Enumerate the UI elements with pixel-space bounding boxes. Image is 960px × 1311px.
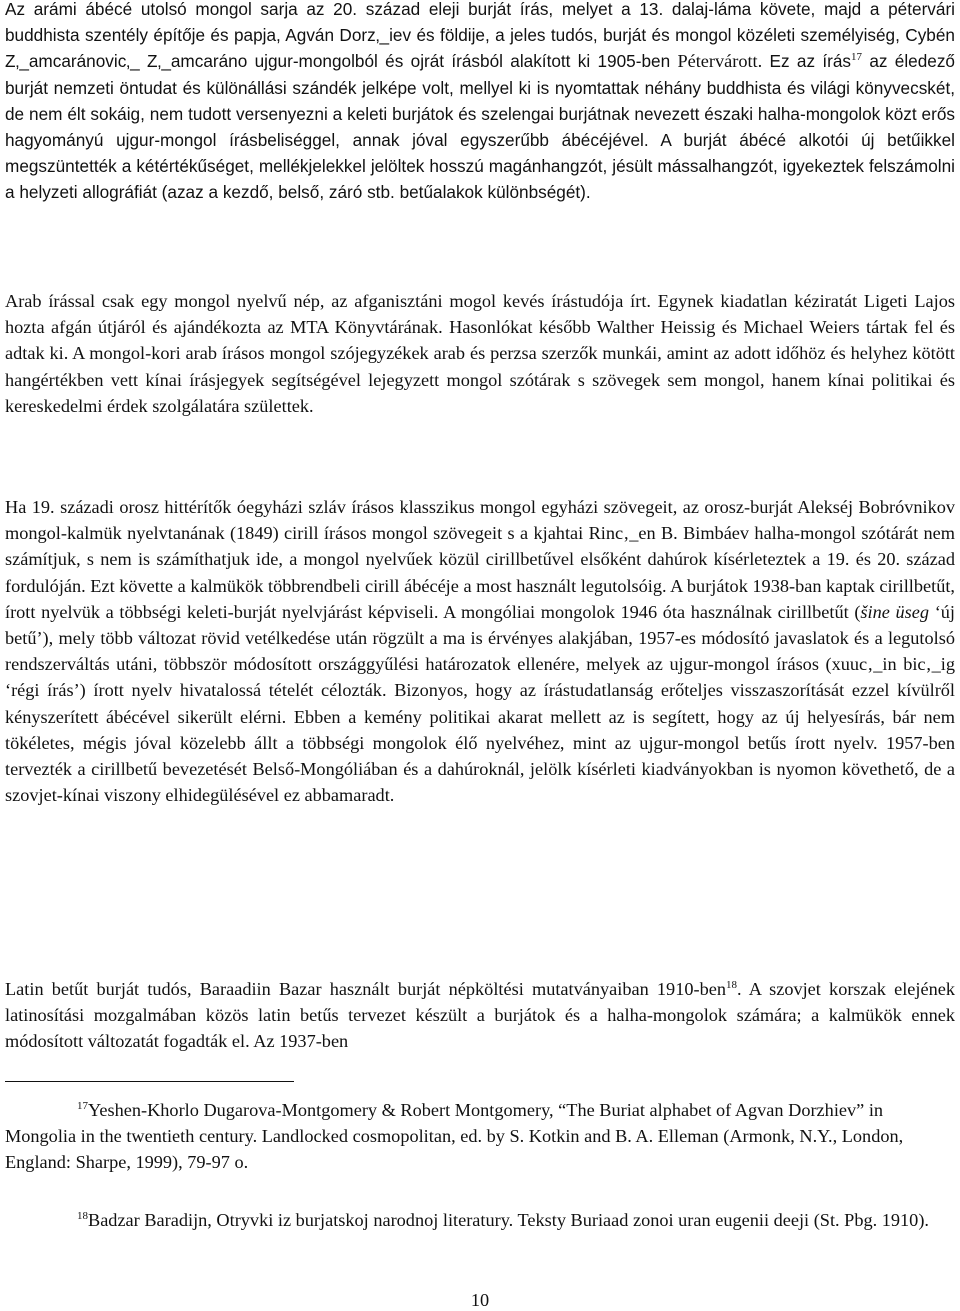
- footnote-18-text: Badzar Baradijn, Otryvki iz burjatskoj narodnoj literatury. Teksty Buriaad zonoi uran eugenii deeji (St. Pbg. 1910).: [88, 1210, 929, 1230]
- footnote-18-number: 18: [77, 1209, 88, 1222]
- paragraph-3-term: šine üseg: [860, 601, 930, 622]
- paragraph-3-before: Ha 19. századi orosz hittérítők óegyházi szláv írásos klasszikus mongol egyházi szövegeit, az orosz-burját Alekséj Bobróvnikov mongol-kalmük nyelvtanának (1849) cirill írásos mongol szövegeit s a kjahtai Rinc‚_en B. Bimbáev halha-mongol szótárát nem számítjuk, s nem is számíthatjuk ide, a mongol nyelvűek közül cirillbetűvel elsőként dahúrok kísérleteztek a 19. és 20. század fordulóján. Ezt követte a kalmükök többrendbeli cirill ábécéje a most használt legutolsóig. A burjátok 1938-ban kaptak cirillbetűt, írott nyelvük a többségi keleti-burját nyelvjárást képviseli. A mongóliai mongolok 1946 óta használnak cirillbetűt (: [5, 497, 955, 622]
- paragraph-arabic-script: Arab írással csak egy mongol nyelvű nép, az afganisztáni mogol kevés írástudója írt. Egynek kiadatlan kéziratát Ligeti Lajos hozta afgán útjáról és ajándékozta az MTA Könyvtárának. Hasonlókat később Walther Heissig és Michael Weiers tártak fel és adtak ki. A mongol-kori arab írásos mongol szójegyzékek arab és perzsa szerzők munkái, amint az adott időhöz és helyhez kötött hangértékben vett kínai írásjegyek segítségével lejegyzett mongol szótárak s szövegek sem mongol, hanem kínai politikai és kereskedelmi érdek szolgálatára születtek.: [5, 291, 955, 416]
- footnote-ref-18[interactable]: 18: [725, 978, 737, 991]
- paragraph-4-before: Latin betűt burját tudós, Baraadiin Bazar használt burját népköltési mutatványaiban 1910-ben: [5, 979, 726, 999]
- paragraph-1-intro: Az arámi ábécé utolsó mongol sarja az 20. század eleji burját írás, melyet a 13. dalaj-láma követe, majd a pétervári buddhista szentély építője és papja, Agván Dorz‚_iev és földije, a jeles tudós, burját és mongol közéleti személyiség, Cybén Z‚_amcaránovic‚_ Z‚_amcaráno ujgur-mongolból és ojrát írásból alakított ki 1905-ben: [5, 0, 955, 72]
- footnote-18: [5, 1207, 955, 1233]
- footnote-17: [5, 1097, 955, 1176]
- paragraph-1-place: Pétervárott.: [677, 51, 763, 72]
- footnote-ref-17[interactable]: 17: [851, 51, 863, 64]
- paragraph-1-lead: Ez az írás: [762, 51, 852, 72]
- paragraph-cyrillic-script: [5, 494, 955, 808]
- page-number: 10: [470, 1290, 490, 1310]
- paragraph-3-after: ‘új betű’), mely több változat rövid vetélkedése után rögzült a ma is érvényes alakjában, 1957-es módosító javaslatok és a legutolsó rendszerváltás utáni, többször módosított országgyűlési határozatok ellenére, melyek az ujgur-mongol írásos (xuuc‚_in bic‚_ig ‘régi írás’) írott nyelv hivatalossá tételét célozták. Bizonyos, hogy az írástudatlanság erőteljes visszaszorítását ezzel kívülről kényszerített ábécével sikerült elérni. Ebben a kemény politikai akarat mellett az is segített, hogy az új helyesírás, bár nem tökéletes, mégis jóval közelebb állt a többségi mongolok élő nyelvéhez, mint az ujgur-mongol betűs írott nyelv. 1957-ben tervezték a cirillbetű bevezetését Belső-Mongóliában és a dahúroknál, jelölk kísérleti kiadványokban is nyomon követhető, de a szovjet-kínai viszony elhidegülésével ez abbamaradt.: [5, 601, 956, 806]
- paragraph-1-rest: az éledező burját nemzeti öntudat és különállási szándék jelképe volt, mellyel ki is nyomtattak néhány buddhista és világi könyvecskét, de nem élt sokáig, nem tudott versenyezni a keleti burjátok és szelengai burjátnak nevezett északi halha-mongolok közt erős hagyományú ujgur-mongol írásbeliséggel, annak jóval egyszerűbb ábécéjével. A burját ábécé alkotói új betűikkel megszüntették a kétértékűséget, mellékjelekkel jelöltek hosszú magánhangzót, jésült mássalhangzót, igyekeztek felszámolni a helyzeti allográfiát (azaz a kezdő, belső, záró stb. betűalakok különbségét).: [5, 51, 955, 203]
- paragraph-latin-script: [5, 976, 955, 1055]
- footnote-17-number: 17: [77, 1099, 88, 1112]
- paragraph-burjat-script: [5, 0, 955, 206]
- paragraph-4-after: . A szovjet korszak elejének latinosítási mozgalmában közös latin betűs tervezet készült a burjátok és a halha-mongolok számára; a kalmükök ennek módosított változatát fogadták el. Az 1937-ben: [5, 979, 955, 1052]
- footnote-divider: [5, 1081, 294, 1082]
- footnote-17-text: Yeshen-Khorlo Dugarova-Montgomery & Robert Montgomery, “The Buriat alphabet of Agvan Dorzhiev” in Mongolia in the twentieth century. Landlocked cosmopolitan, ed. by S. Kotkin and B. A. Elleman (Armonk, N.Y., London, England: Sharpe, 1999), 79-97 o.: [5, 1100, 904, 1173]
